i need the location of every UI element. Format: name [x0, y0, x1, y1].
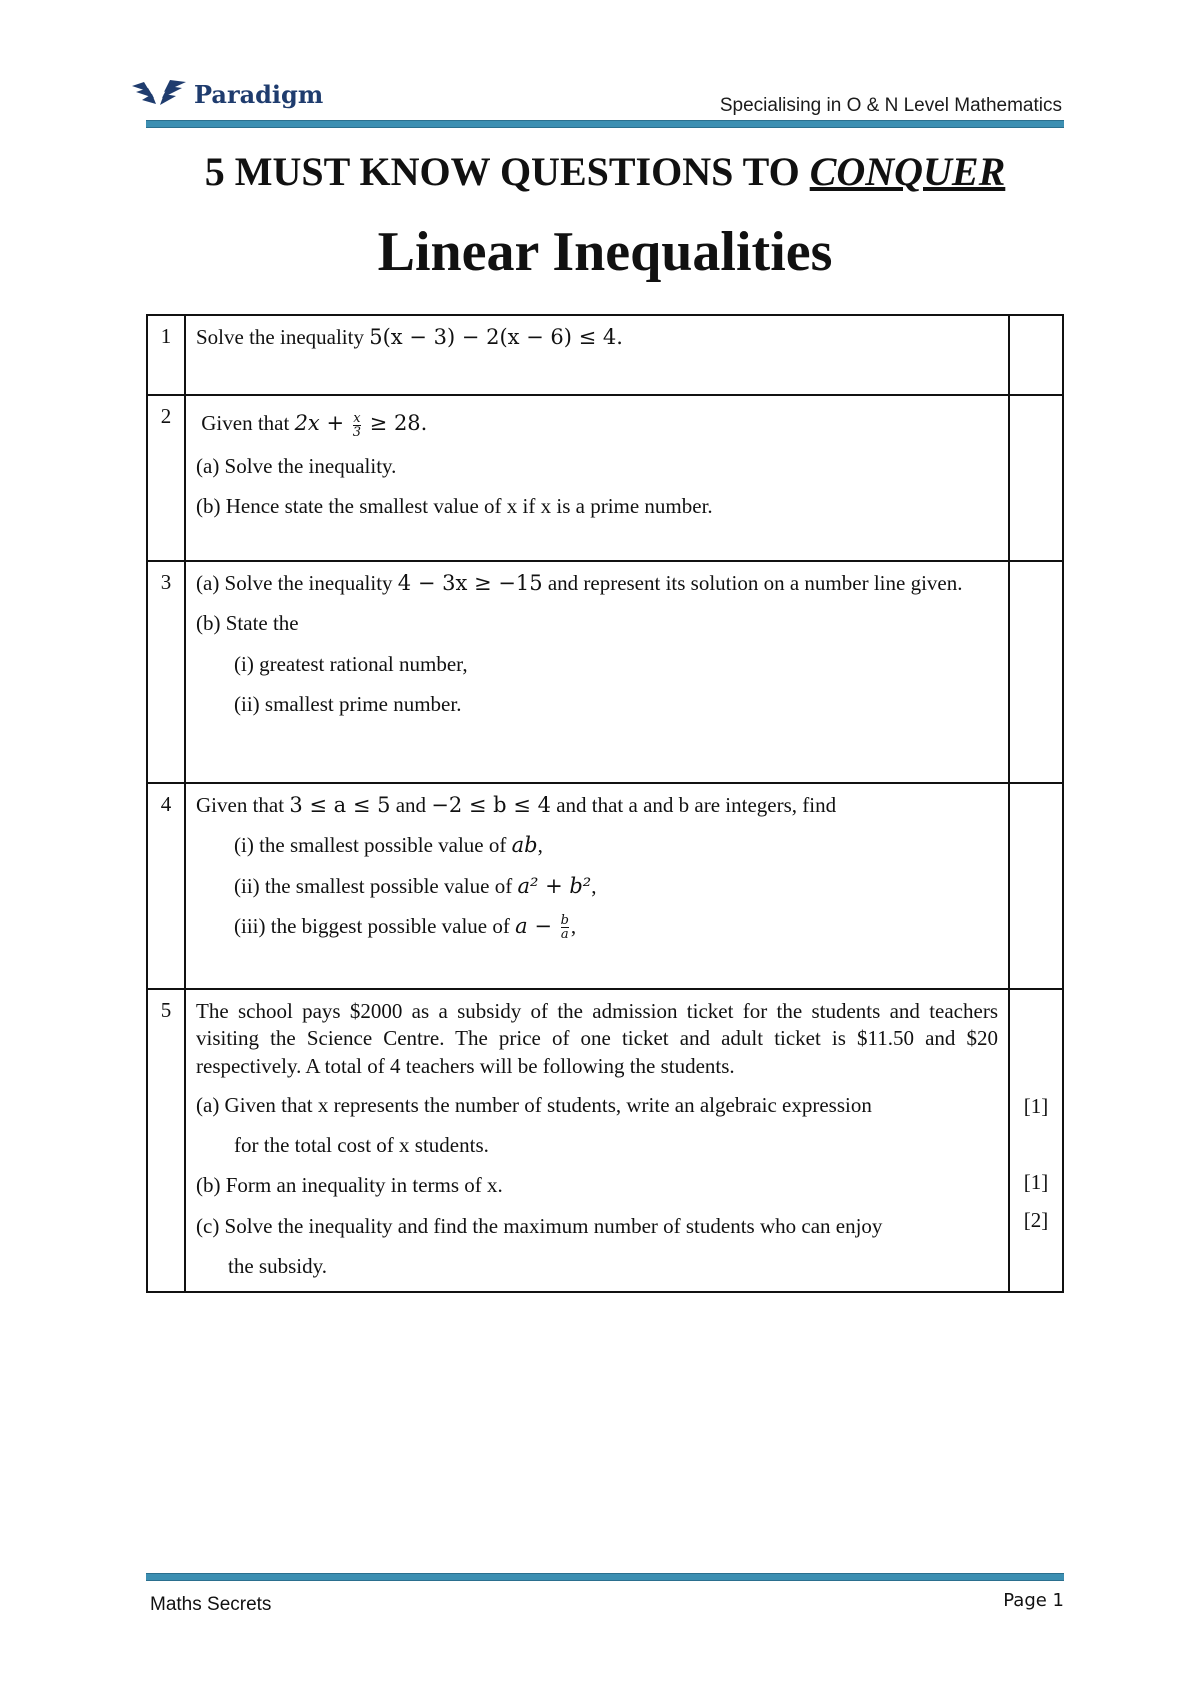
marks-cell: [1009, 783, 1063, 989]
part-a: (a) Solve the inequality.: [196, 453, 397, 478]
question-paragraph: The school pays $2000 as a subsidy of the admission ticket for the students and teachers visiting the Science Centre. The price of one ticket and adult ticket is $11.50 and $20 respectively. A total of 4 teachers will be following the students.: [196, 999, 998, 1078]
mark-c: [2]: [1023, 1208, 1049, 1232]
marks-cell: [1009, 315, 1063, 395]
math-expression: 5(x − 3) − 2(x − 6) ≤ 4.: [369, 325, 623, 349]
part-iii: (iii) the biggest possible value of a − $\frac{b}{a}$ ,: [234, 913, 577, 943]
question-row-3: [147, 561, 1063, 783]
question-text: Solve the inequality 5(x − 3) − 2(x − 6) ≤ 4.: [196, 325, 623, 349]
title-emphasis: CONQUER: [809, 149, 1006, 194]
part-i: (i) the smallest possible value of ab,: [234, 833, 543, 858]
title-prefix: 5 MUST KNOW QUESTIONS TO: [204, 149, 810, 194]
questions-table: [146, 314, 1064, 1293]
question-number: 3: [147, 561, 185, 783]
part-b-ii: (ii) smallest prime number.: [234, 691, 462, 716]
question-text: Given that 3 ≤ a ≤ 5 and −2 ≤ b ≤ 4 and that a and b are integers, find: [196, 793, 837, 817]
page-title: [146, 148, 1064, 195]
question-row-2: [147, 395, 1063, 561]
footer-rule: [146, 1573, 1064, 1581]
part-a: (a) Solve the inequality 4 − 3x ≥ −15 and represent its solution on a number line given.: [196, 571, 963, 595]
tagline: Specialising in O & N Level Mathematics: [719, 95, 1062, 116]
logo-text: Paradigm: [194, 79, 324, 109]
page-header: [146, 72, 1062, 124]
question-body: [185, 315, 1009, 395]
part-b: (b) State the: [196, 611, 299, 636]
question-body: [185, 561, 1009, 783]
question-text: Given that 2x + $\frac{x}{3}$ ≥ 28.: [201, 410, 428, 440]
logo: [130, 78, 323, 110]
part-b: (b) Form an inequality in terms of x.: [196, 1173, 503, 1198]
question-number: 1: [147, 315, 185, 395]
question-row-4: [147, 783, 1063, 989]
part-ii: (ii) the smallest possible value of a² + b²,: [234, 873, 597, 898]
marks-cell: [1009, 395, 1063, 561]
question-body: [185, 989, 1009, 1292]
fraction: $\frac{b}{a}$: [560, 913, 569, 943]
question-number: 4: [147, 783, 185, 989]
page-number: Page 1: [1003, 1590, 1064, 1611]
question-body: [185, 395, 1009, 561]
part-b: (b) Hence state the smallest value of x if x is a prime number.: [196, 493, 713, 518]
mark-a: [1]: [1023, 1094, 1049, 1118]
question-row-5: [147, 989, 1063, 1292]
header-rule: [146, 120, 1064, 128]
part-a: (a) Given that x represents the number of students, write an algebraic expression: [196, 1092, 872, 1117]
mark-b: [1]: [1023, 1170, 1049, 1194]
page-subtitle: Linear Inequalities: [377, 221, 833, 283]
wings-logo-icon: [130, 78, 188, 110]
footer-title: Maths Secrets: [150, 1594, 272, 1615]
marks-cell: [1009, 989, 1063, 1292]
fraction: $\frac{x}{3}$: [352, 410, 361, 440]
question-number: 2: [147, 395, 185, 561]
part-c: (c) Solve the inequality and find the maximum number of students who can enjoy: [196, 1213, 883, 1238]
question-body: [185, 783, 1009, 989]
math-expression: 4 − 3x ≥ −15: [397, 571, 543, 595]
marks-cell: [1009, 561, 1063, 783]
part-c-cont: the subsidy.: [228, 1253, 327, 1278]
question-number: 5: [147, 989, 185, 1292]
part-b-i: (i) greatest rational number,: [234, 651, 468, 676]
part-a-cont: for the total cost of x students.: [234, 1133, 489, 1158]
question-row-1: [147, 315, 1063, 395]
